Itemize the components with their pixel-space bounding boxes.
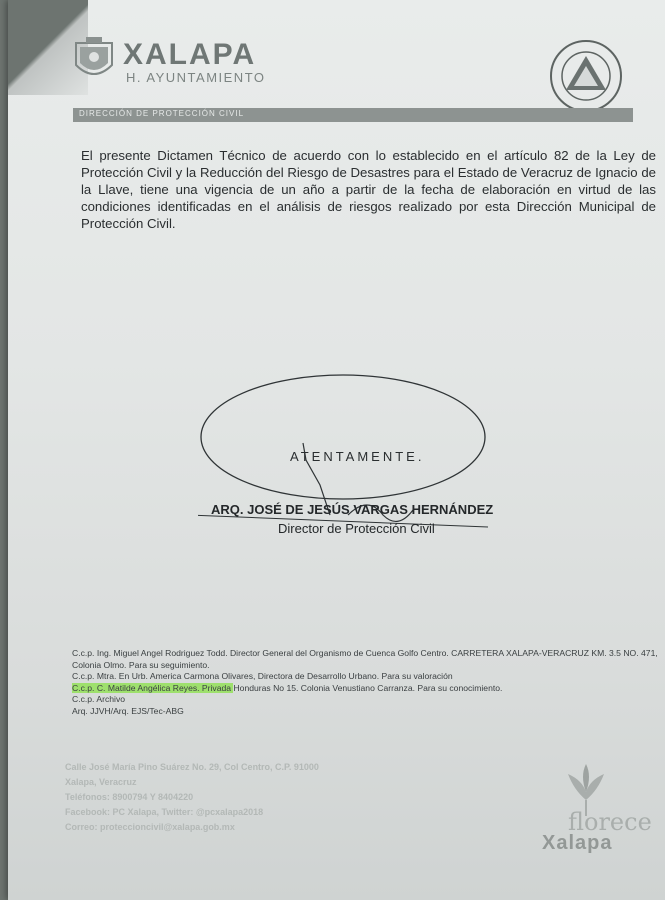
department-banner	[73, 108, 633, 122]
org-subtitle: H. AYUNTAMIENTO	[126, 70, 266, 85]
signer-title: Director de Protección Civil	[278, 521, 435, 536]
sign-off: ATENTAMENTE.	[290, 449, 425, 464]
highlighted-text: C.c.p. C. Matilde Angélica Reyes. Privada	[72, 682, 234, 693]
cc-line: C.c.p. Ing. Miguel Angel Rodriguez Todd. Director General del Organismo de Cuenca Golfo Centro. CARRETERA XALAPA-VERACRUZ KM. 3.5 NO. 471, Colonia Olmo. Para su seguimiento.	[72, 648, 658, 670]
cc-list	[72, 648, 662, 718]
cc-line: Arq. JJVH/Arq. EJS/Tec-ABG	[72, 705, 184, 716]
cc-line-highlighted	[72, 683, 662, 695]
footer-address: Calle José María Pino Suárez No. 29, Col Centro, C.P. 91000	[65, 762, 319, 772]
cc-line: C.c.p. Mtra. En Urb. America Carmona Olivares, Directora de Desarrollo Urbano. Para su valoración	[72, 671, 453, 682]
footer-social: Facebook: PC Xalapa, Twitter: @pcxalapa2018	[65, 807, 264, 817]
footer-contact	[65, 760, 319, 835]
cc-line: C.c.p. Archivo	[72, 694, 126, 705]
footer-email: Correo: proteccioncivil@xalapa.gob.mx	[65, 822, 235, 832]
cc-line-rest: Honduras No 15. Colonia Venustiano Carranza. Para su conocimiento.	[233, 682, 503, 693]
civil-protection-seal-icon	[548, 38, 624, 114]
footer-phones: Teléfonos: 8900794 Y 8404220	[65, 792, 194, 802]
brand-city: Xalapa	[542, 832, 613, 854]
document-page	[8, 0, 665, 900]
brand-word: florece	[568, 808, 652, 836]
intro-paragraph: El presente Dictamen Técnico de acuerdo con lo establecido en el artículo 82 de la Ley de Protección Civil y la Reducción del Riesgo de Desastres para el Estado de Veracruz de Ignacio de la Llave, tiene una vigencia de un año a partir de la fecha de elaboración en virtud de las condiciones identificadas en el análisis de riesgos realizado por esta Dirección Municipal de Protección Civil.	[81, 148, 656, 232]
department-label: DIRECCIÓN DE PROTECCIÓN CIVIL	[79, 109, 245, 118]
org-name: XALAPA	[123, 38, 257, 71]
city-crest-icon	[72, 35, 116, 85]
footer-city: Xalapa, Veracruz	[65, 777, 137, 787]
signer-name: ARQ. JOSÉ DE JESÚS VARGAS HERNÁNDEZ	[211, 502, 494, 517]
